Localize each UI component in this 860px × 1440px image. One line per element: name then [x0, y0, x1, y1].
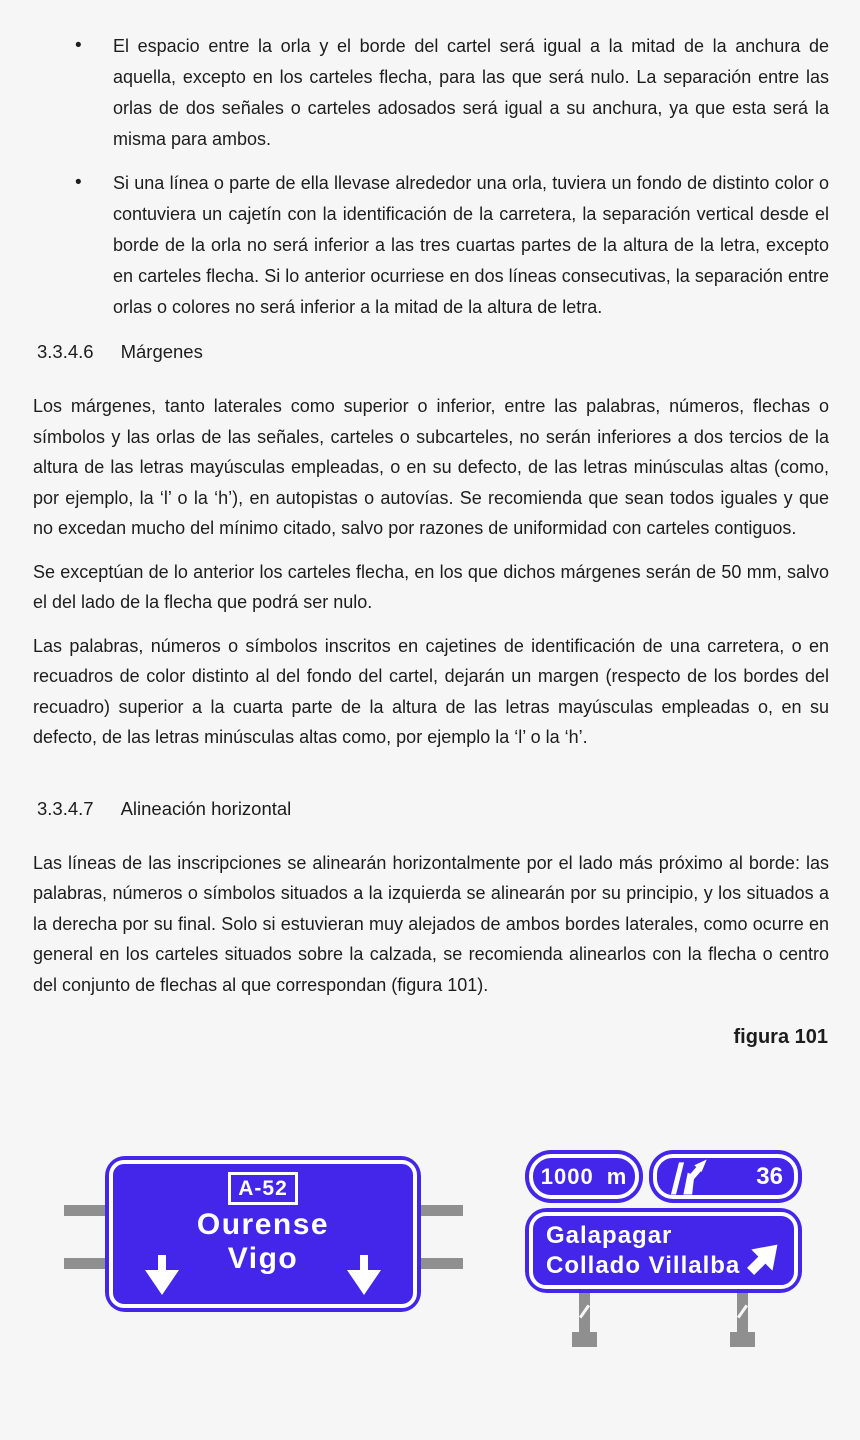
bullet-text: Si una línea o parte de ella llevase alrededor una orla, tuviera un fondo de distinto color o contuviera un cajetín con la identificación de la carretera, la separación vertical desde el borde de la orla no será inferior a las tres cuartas partes de la altura de la letra, excepto en carteles flecha. Si lo anterior ocurriese en dos líneas consecutivas, la separación entre orlas o colores no será inferior a la mitad de la altura de letra. — [113, 173, 829, 317]
post-break-mark — [579, 1304, 590, 1318]
paragraph: Se exceptúan de lo anterior los carteles flecha, en los que dichos márgenes serán de 50 mm, salvo el del lado de la flecha que podrá ser nulo. — [33, 561, 829, 612]
exit-sign-top-row — [525, 1150, 802, 1203]
down-arrow-icon — [139, 1255, 185, 1295]
sign-post — [579, 1293, 590, 1334]
paragraph: Las líneas de las inscripciones se alinearán horizontalmente por el lado más próximo al borde: las palabras, números o símbolos situados a la izquierda se alinearán por su principio, y los situados a la derecha por su final. Solo si estuvieran muy alejados de ambos bordes laterales, como ocurre en general en los carteles situados sobre la calzada, se recomienda alinearlos con la flecha o centro del conjunto de flechas al que correspondan (figura 101). — [33, 852, 829, 995]
overhead-sign — [105, 1156, 421, 1312]
post-break-mark — [737, 1304, 748, 1318]
figure-101 — [0, 1140, 860, 1390]
sign-post — [737, 1293, 748, 1334]
distance-panel-face — [529, 1154, 639, 1199]
bullet-item — [33, 168, 829, 323]
section-title: Alineación horizontal — [120, 797, 292, 819]
destination-text: Galapagar — [546, 1221, 673, 1249]
overhead-sign-face — [109, 1160, 417, 1308]
destination-text: Vigo — [227, 1242, 299, 1275]
section-heading-alineacion-horizontal — [33, 793, 829, 824]
paragraph: Las palabras, números o símbolos inscritos en cajetines de identificación de una carretera, o en recuadros de color distinto al del fondo del cartel, dejarán un margen (respecto de los bordes del recuadro) superior a la cuarta parte de la altura de las letras mayúsculas empleadas o, en su defecto, de las letras minúsculas altas como, por ejemplo la ‘l’ o la ‘h’. — [33, 635, 829, 747]
motorway-exit-icon — [664, 1158, 710, 1196]
gantry-beam — [415, 1258, 463, 1269]
section-title: Márgenes — [120, 341, 203, 362]
bullet-text: El espacio entre la orla y el borde del cartel será igual a la mitad de la anchura de aquella, excepto en los carteles flecha, para las que será nulo. La separación entre las orlas de dos señales o carteles adosados será igual a su anchura, ya que esta será la misma para ambos. — [113, 36, 829, 149]
bullet-icon: • — [75, 35, 82, 56]
bullet-icon: • — [75, 172, 82, 193]
gantry-beam — [64, 1258, 110, 1269]
distance-unit: m — [606, 1163, 628, 1189]
section-number: 3.3.4.7 — [37, 797, 94, 819]
gantry-beam — [64, 1205, 110, 1216]
destinations-panel — [525, 1208, 802, 1293]
distance-panel — [525, 1150, 643, 1203]
destinations-panel-face — [529, 1212, 798, 1289]
exit-number-panel-face — [653, 1154, 798, 1199]
down-arrow-icon — [341, 1255, 387, 1295]
bullet-list — [33, 31, 829, 323]
route-code-box: A-52 — [228, 1172, 298, 1205]
post-foot — [572, 1332, 597, 1347]
up-right-arrow-icon — [744, 1238, 784, 1278]
gantry-beam — [415, 1205, 463, 1216]
figure-caption: figura 101 — [733, 1026, 828, 1048]
destination-text: Collado Villalba — [546, 1251, 741, 1279]
exit-number: 36 — [756, 1162, 783, 1190]
destination-text: Ourense — [196, 1208, 330, 1241]
bullet-item — [33, 31, 829, 155]
post-foot — [730, 1332, 755, 1347]
document-body — [33, 0, 829, 1049]
section-number: 3.3.4.6 — [37, 341, 94, 362]
exit-number-panel — [649, 1150, 802, 1203]
paragraph: Los márgenes, tanto laterales como superior o inferior, entre las palabras, números, flechas o símbolos y las orlas de las señales, carteles o subcarteles, no serán inferiores a dos tercios de la altura de las letras mayúsculas empleadas, o en su defecto, de las letras minúsculas altas (como, por ejemplo, la ‘l’ o la ‘h’), en autopistas o autovías. Se recomienda que sean todos iguales y que no excedan mucho del mínimo citado, salvo por razones de uniformidad con carteles contiguos. — [33, 396, 829, 538]
exit-sign-assembly — [525, 1150, 802, 1293]
section-heading-margenes — [33, 336, 829, 367]
distance-value: 1000 — [540, 1163, 594, 1189]
